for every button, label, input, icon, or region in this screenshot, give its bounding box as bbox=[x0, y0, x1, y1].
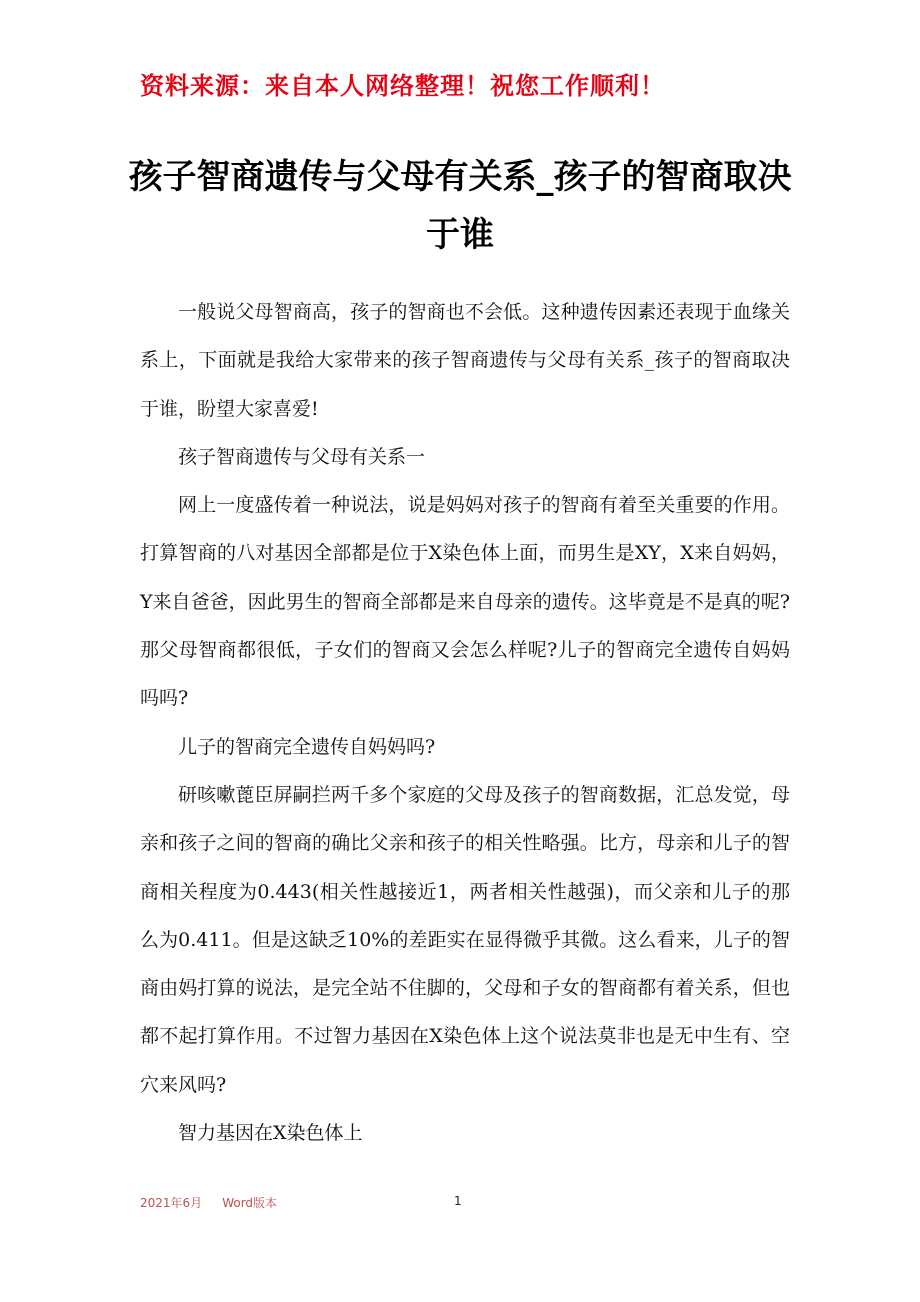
source-banner: 资料来源：来自本人网络整理！祝您工作顺利！ bbox=[140, 72, 665, 100]
section-heading-1: 孩子智商遗传与父母有关系一 bbox=[178, 445, 426, 468]
footer-version: Word版本 bbox=[222, 1196, 278, 1210]
paragraph-claim: 网上一度盛传着一种说法，说是妈妈对孩子的智商有着至关重要的作用。打算智商的八对基因全部都是位于X染色体上面，而男生是XY，X来自妈妈，Y来自爸爸，因此男生的智商全部都是来自母亲的遗传。这毕竟是不是真的呢?那父母智商都很低，子女们的智商又会怎么样呢?儿子的智商完全遗传自妈妈吗吗? bbox=[140, 494, 790, 710]
document-body bbox=[140, 288, 790, 1157]
page-footer bbox=[140, 1194, 277, 1211]
footer-date: 2021年6月 bbox=[140, 1196, 203, 1210]
paragraph-research: 研咳嗽蓖臣屏嗣拦两千多个家庭的父母及孩子的智商数据，汇总发觉，母亲和孩子之间的智商的确比父亲和孩子的相关性略强。比方，母亲和儿子的智商相关程度为0.443(相关性越接近1，两者相关性越强)，而父亲和儿子的那么为0.411。但是这缺乏10%的差距实在显得微乎其微。这么看来，儿子的智商由妈打算的说法，是完全站不住脚的，父母和子女的智商都有着关系，但也都不起打算作用。不过智力基因在X染色体上这个说法莫非也是无中生有、空穴来风吗? bbox=[140, 783, 790, 1096]
paragraph-intro: 一般说父母智商高，孩子的智商也不会低。这种遗传因素还表现于血缘关系上，下面就是我给大家带来的孩子智商遗传与父母有关系_孩子的智商取决于谁，盼望大家喜爱! bbox=[140, 301, 790, 420]
page-number: 1 bbox=[454, 1194, 462, 1208]
document-title: 孩子智商遗传与父母有关系_孩子的智商取决于谁 bbox=[128, 157, 792, 255]
section-heading-2: 智力基因在X染色体上 bbox=[178, 1122, 363, 1145]
section-question: 儿子的智商完全遗传自妈妈吗? bbox=[178, 735, 436, 758]
